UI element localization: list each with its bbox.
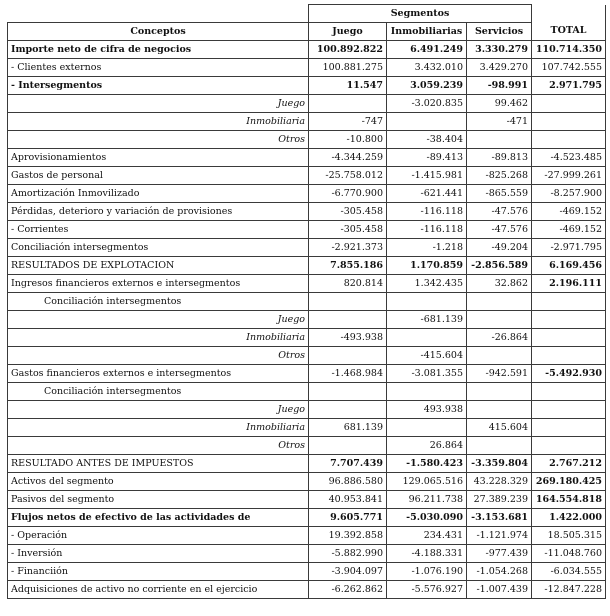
- row-value: [467, 131, 532, 149]
- table-row: [8, 419, 606, 437]
- row-value: -26.864: [467, 329, 532, 347]
- row-value: -4.188.331: [387, 545, 467, 563]
- row-value: 19.392.858: [309, 527, 387, 545]
- row-value: -6.262.862: [309, 581, 387, 599]
- row-value: [532, 401, 606, 419]
- row-label: - Clientes externos: [8, 59, 309, 77]
- row-value: [532, 113, 606, 131]
- table-row: [8, 167, 606, 185]
- header-columns-row: [8, 23, 606, 41]
- header-group-row: [8, 5, 606, 23]
- row-value: 32.862: [467, 275, 532, 293]
- row-value: -1.007.439: [467, 581, 532, 599]
- row-value: [467, 401, 532, 419]
- row-label: Gastos financieros externos e intersegmentos: [8, 365, 309, 383]
- row-value: -621.441: [387, 185, 467, 203]
- row-label: - Operación: [8, 527, 309, 545]
- row-value: -493.938: [309, 329, 387, 347]
- row-value: 820.814: [309, 275, 387, 293]
- row-value: 7.855.186: [309, 257, 387, 275]
- row-value: 6.169.456: [532, 257, 606, 275]
- row-value: -89.813: [467, 149, 532, 167]
- row-value: [387, 383, 467, 401]
- row-value: [532, 131, 606, 149]
- row-value: 110.714.350: [532, 41, 606, 59]
- table-row: [8, 185, 606, 203]
- row-value: -25.758.012: [309, 167, 387, 185]
- row-value: 7.707.439: [309, 455, 387, 473]
- row-value: [467, 293, 532, 311]
- row-value: 100.892.822: [309, 41, 387, 59]
- row-value: -4.523.485: [532, 149, 606, 167]
- row-label: Juego: [8, 95, 309, 113]
- row-value: -1.218: [387, 239, 467, 257]
- row-label: Inmobiliaria: [8, 329, 309, 347]
- row-label: Adquisiciones de activo no corriente en el ejercicio: [8, 581, 309, 599]
- row-label: Flujos netos de efectivo de las actividades de: [8, 509, 309, 527]
- row-value: -1.054.268: [467, 563, 532, 581]
- table-row: [8, 455, 606, 473]
- table-row: [8, 383, 606, 401]
- row-value: -747: [309, 113, 387, 131]
- row-value: -89.413: [387, 149, 467, 167]
- row-label: Activos del segmento: [8, 473, 309, 491]
- row-label: Otros: [8, 437, 309, 455]
- row-value: -12.847.228: [532, 581, 606, 599]
- row-value: -5.576.927: [387, 581, 467, 599]
- row-value: 99.462: [467, 95, 532, 113]
- row-value: 96.211.738: [387, 491, 467, 509]
- row-value: 3.432.010: [387, 59, 467, 77]
- table-row: [8, 239, 606, 257]
- row-value: 2.767.212: [532, 455, 606, 473]
- table-row: [8, 437, 606, 455]
- row-value: 2.971.795: [532, 77, 606, 95]
- row-value: 129.065.516: [387, 473, 467, 491]
- row-value: [467, 347, 532, 365]
- row-value: -415.604: [387, 347, 467, 365]
- row-value: 681.139: [309, 419, 387, 437]
- table-row: [8, 95, 606, 113]
- row-value: [309, 383, 387, 401]
- row-value: -116.118: [387, 203, 467, 221]
- segment-report-table: [7, 4, 606, 599]
- header-col-servicios: Servicios: [467, 23, 532, 41]
- row-value: -977.439: [467, 545, 532, 563]
- row-value: 18.505.315: [532, 527, 606, 545]
- row-value: [387, 329, 467, 347]
- row-value: 9.605.771: [309, 509, 387, 527]
- row-value: 164.554.818: [532, 491, 606, 509]
- row-value: -1.580.423: [387, 455, 467, 473]
- row-value: -8.257.900: [532, 185, 606, 203]
- row-value: -1.076.190: [387, 563, 467, 581]
- row-value: 40.953.841: [309, 491, 387, 509]
- row-value: [309, 293, 387, 311]
- row-value: -469.152: [532, 221, 606, 239]
- row-value: -47.576: [467, 221, 532, 239]
- row-value: -2.921.373: [309, 239, 387, 257]
- row-label: - Inversión: [8, 545, 309, 563]
- table-row: [8, 365, 606, 383]
- table-row: [8, 77, 606, 95]
- row-value: -38.404: [387, 131, 467, 149]
- row-value: -11.048.760: [532, 545, 606, 563]
- row-value: -2.971.795: [532, 239, 606, 257]
- header-empty-cell: [8, 5, 309, 23]
- table-row: [8, 113, 606, 131]
- row-value: -6.770.900: [309, 185, 387, 203]
- table-row: [8, 401, 606, 419]
- row-value: -1.415.981: [387, 167, 467, 185]
- row-label: - Corrientes: [8, 221, 309, 239]
- row-value: -6.034.555: [532, 563, 606, 581]
- row-value: -5.492.930: [532, 365, 606, 383]
- row-label: Otros: [8, 131, 309, 149]
- row-value: 1.422.000: [532, 509, 606, 527]
- table-row: [8, 257, 606, 275]
- row-value: -5.882.990: [309, 545, 387, 563]
- row-value: [309, 437, 387, 455]
- header-col-inmobiliarias: Inmobiliarias: [387, 23, 467, 41]
- row-value: [532, 347, 606, 365]
- table-body: [8, 41, 606, 599]
- row-value: 96.886.580: [309, 473, 387, 491]
- row-value: [467, 311, 532, 329]
- row-value: -49.204: [467, 239, 532, 257]
- row-value: 269.180.425: [532, 473, 606, 491]
- table-row: [8, 149, 606, 167]
- header-segmentos: Segmentos: [309, 5, 532, 23]
- row-value: -471: [467, 113, 532, 131]
- table-row: [8, 311, 606, 329]
- table-row: [8, 563, 606, 581]
- row-value: -305.458: [309, 221, 387, 239]
- row-value: [532, 437, 606, 455]
- row-label: Conciliación intersegmentos: [8, 293, 309, 311]
- row-label: Inmobiliaria: [8, 419, 309, 437]
- row-label: Conciliación intersegmentos: [8, 239, 309, 257]
- row-value: -27.999.261: [532, 167, 606, 185]
- row-value: [309, 401, 387, 419]
- row-value: [532, 95, 606, 113]
- row-value: [532, 383, 606, 401]
- row-value: -47.576: [467, 203, 532, 221]
- row-value: -1.468.984: [309, 365, 387, 383]
- row-label: Gastos de personal: [8, 167, 309, 185]
- header-conceptos: Conceptos: [8, 23, 309, 41]
- row-label: Ingresos financieros externos e intersegmentos: [8, 275, 309, 293]
- row-label: Amortización Inmovilizado: [8, 185, 309, 203]
- table-row: [8, 329, 606, 347]
- row-value: 6.491.249: [387, 41, 467, 59]
- row-value: -5.030.090: [387, 509, 467, 527]
- table-row: [8, 275, 606, 293]
- row-value: -3.153.681: [467, 509, 532, 527]
- row-value: -469.152: [532, 203, 606, 221]
- header-col-total: TOTAL: [532, 23, 606, 41]
- row-value: -942.591: [467, 365, 532, 383]
- row-value: -2.856.589: [467, 257, 532, 275]
- row-value: [309, 95, 387, 113]
- table-row: [8, 509, 606, 527]
- row-value: 493.938: [387, 401, 467, 419]
- row-value: [532, 329, 606, 347]
- row-value: 100.881.275: [309, 59, 387, 77]
- row-value: -98.991: [467, 77, 532, 95]
- row-value: 11.547: [309, 77, 387, 95]
- table-row: [8, 347, 606, 365]
- row-label: Pasivos del segmento: [8, 491, 309, 509]
- row-value: -10.800: [309, 131, 387, 149]
- table-row: [8, 293, 606, 311]
- row-label: Aprovisionamientos: [8, 149, 309, 167]
- table-row: [8, 59, 606, 77]
- table-row: [8, 203, 606, 221]
- row-value: 234.431: [387, 527, 467, 545]
- row-value: -3.081.355: [387, 365, 467, 383]
- row-label: Otros: [8, 347, 309, 365]
- table-row: [8, 545, 606, 563]
- row-label: Importe neto de cifra de negocios: [8, 41, 309, 59]
- row-label: Inmobiliaria: [8, 113, 309, 131]
- row-value: -116.118: [387, 221, 467, 239]
- table-row: [8, 221, 606, 239]
- row-value: 107.742.555: [532, 59, 606, 77]
- table-row: [8, 491, 606, 509]
- row-value: -681.139: [387, 311, 467, 329]
- row-label: Juego: [8, 401, 309, 419]
- table-row: [8, 131, 606, 149]
- row-value: -305.458: [309, 203, 387, 221]
- row-value: [467, 383, 532, 401]
- row-label: Conciliación intersegmentos: [8, 383, 309, 401]
- row-value: 1.170.859: [387, 257, 467, 275]
- row-value: [467, 437, 532, 455]
- row-value: 1.342.435: [387, 275, 467, 293]
- row-value: 27.389.239: [467, 491, 532, 509]
- row-value: -825.268: [467, 167, 532, 185]
- row-value: 415.604: [467, 419, 532, 437]
- row-value: [387, 293, 467, 311]
- row-value: -1.121.974: [467, 527, 532, 545]
- row-label: RESULTADO ANTES DE IMPUESTOS: [8, 455, 309, 473]
- table-row: [8, 41, 606, 59]
- row-value: -3.904.097: [309, 563, 387, 581]
- row-value: [309, 311, 387, 329]
- row-value: -3.020.835: [387, 95, 467, 113]
- table-row: [8, 473, 606, 491]
- row-value: [532, 419, 606, 437]
- row-label: Pérdidas, deterioro y variación de provisiones: [8, 203, 309, 221]
- row-value: -4.344.259: [309, 149, 387, 167]
- row-value: 2.196.111: [532, 275, 606, 293]
- row-value: 3.059.239: [387, 77, 467, 95]
- header-col-juego: Juego: [309, 23, 387, 41]
- row-value: 26.864: [387, 437, 467, 455]
- row-value: [309, 347, 387, 365]
- row-value: 43.228.329: [467, 473, 532, 491]
- row-label: - Financiión: [8, 563, 309, 581]
- header-total-top: [532, 5, 606, 23]
- row-value: -3.359.804: [467, 455, 532, 473]
- row-value: [387, 419, 467, 437]
- row-label: RESULTADOS DE EXPLOTACION: [8, 257, 309, 275]
- table-row: [8, 581, 606, 599]
- row-value: 3.330.279: [467, 41, 532, 59]
- row-value: [387, 113, 467, 131]
- row-label: - Intersegmentos: [8, 77, 309, 95]
- row-value: -865.559: [467, 185, 532, 203]
- row-value: [532, 311, 606, 329]
- row-value: 3.429.270: [467, 59, 532, 77]
- table-row: [8, 527, 606, 545]
- row-value: [532, 293, 606, 311]
- row-label: Juego: [8, 311, 309, 329]
